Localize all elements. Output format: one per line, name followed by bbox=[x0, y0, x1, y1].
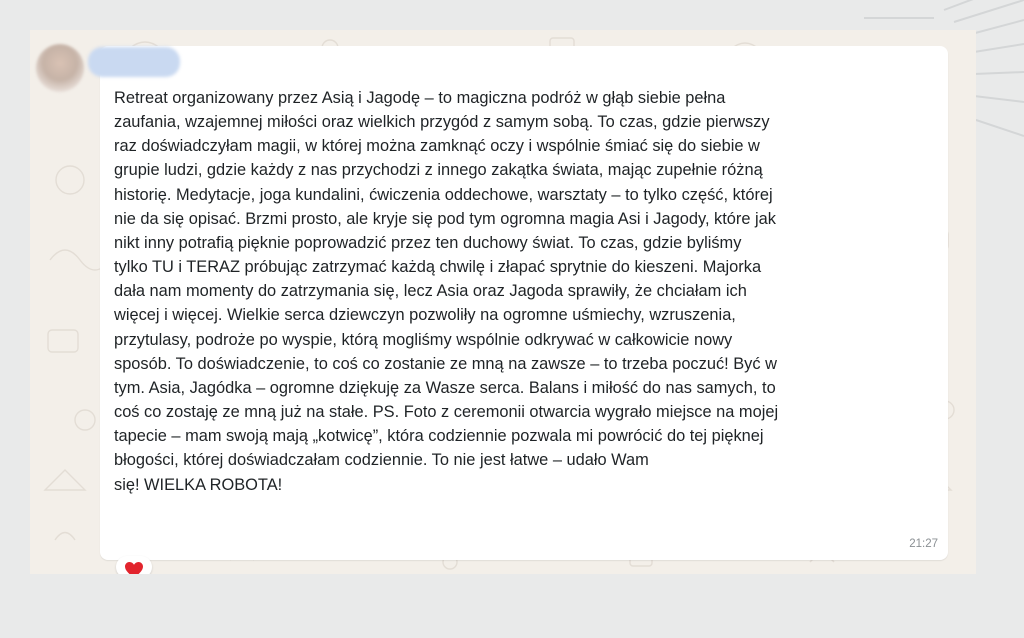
sender-avatar[interactable] bbox=[36, 44, 84, 92]
message-line: tym. Asia, Jagódka – ogromne dziękuję za Wasze serca. Balans i miłość do nas samych, to bbox=[114, 378, 776, 397]
message-line: zaufania, wzajemnej miłości oraz wielkich przygód z samym sobą. To czas, gdzie pierwszy bbox=[114, 113, 770, 132]
message-line: nikt inny potrafią pięknie poprowadzić przez ten duchowy świat. To czas, gdzie byliśmy bbox=[114, 233, 742, 252]
message-line: nie da się opisać. Brzmi prosto, ale kryje się pod tym ogromna magia Asi i Jagody, które jak bbox=[114, 209, 776, 228]
message-line: się! WIELKA ROBOTA! bbox=[114, 475, 283, 494]
message-line: historię. Medytacje, joga kundalini, ćwiczenia oddechowe, warsztaty – to tylko część, której bbox=[114, 185, 773, 204]
message-line: raz doświadczyłam magii, w której można zamknąć oczy i wspólnie śmiać się do siebie w bbox=[114, 137, 760, 156]
message-text bbox=[114, 86, 874, 497]
message-line: tylko TU i TERAZ próbując zatrzymać każdą chwilę i złapać sprytnie do kieszeni. Majorka bbox=[114, 258, 762, 277]
message-line: Retreat organizowany przez Asią i Jagodę – to magiczna podróż w głąb siebie pełna bbox=[114, 89, 726, 107]
message-line: przytulasy, podroże po wyspie, którą mogliśmy wspólnie odkrywać w całkowicie nowy bbox=[114, 330, 733, 349]
bottom-margin bbox=[0, 574, 1024, 638]
message-line: tapecie – mam swoją mają „kotwicę”, która codziennie pozwala mi powrócić do tej pięknej bbox=[114, 427, 764, 446]
message-line: grupie ludzi, gdzie każdy z nas przychodzi z innego zakątka świata, mając zupełnie różną bbox=[114, 161, 763, 180]
message-line: dała nam momenty do zatrzymania się, lecz Asia oraz Jagoda sprawiły, że chciałam ich bbox=[114, 282, 747, 301]
sender-name-blurred[interactable] bbox=[88, 47, 180, 77]
message-line: błogości, której doświadczałam codziennie. To nie jest łatwe – udało Wam bbox=[114, 451, 649, 470]
message-timestamp: 21:27 bbox=[909, 538, 938, 550]
message-line: coś co zostaję ze mną już na stałe. PS. Foto z ceremonii otwarcia wygrało miejsce na mojej bbox=[114, 403, 779, 422]
message-line: więcej i więcej. Wielkie serca dziewczyn pozwoliły na ogromne uśmiechy, wzruszenia, bbox=[114, 306, 736, 325]
message-line: sposób. To doświadczenie, to coś co zostanie ze mną na zawsze – to trzeba poczuć! Być w bbox=[114, 354, 777, 373]
